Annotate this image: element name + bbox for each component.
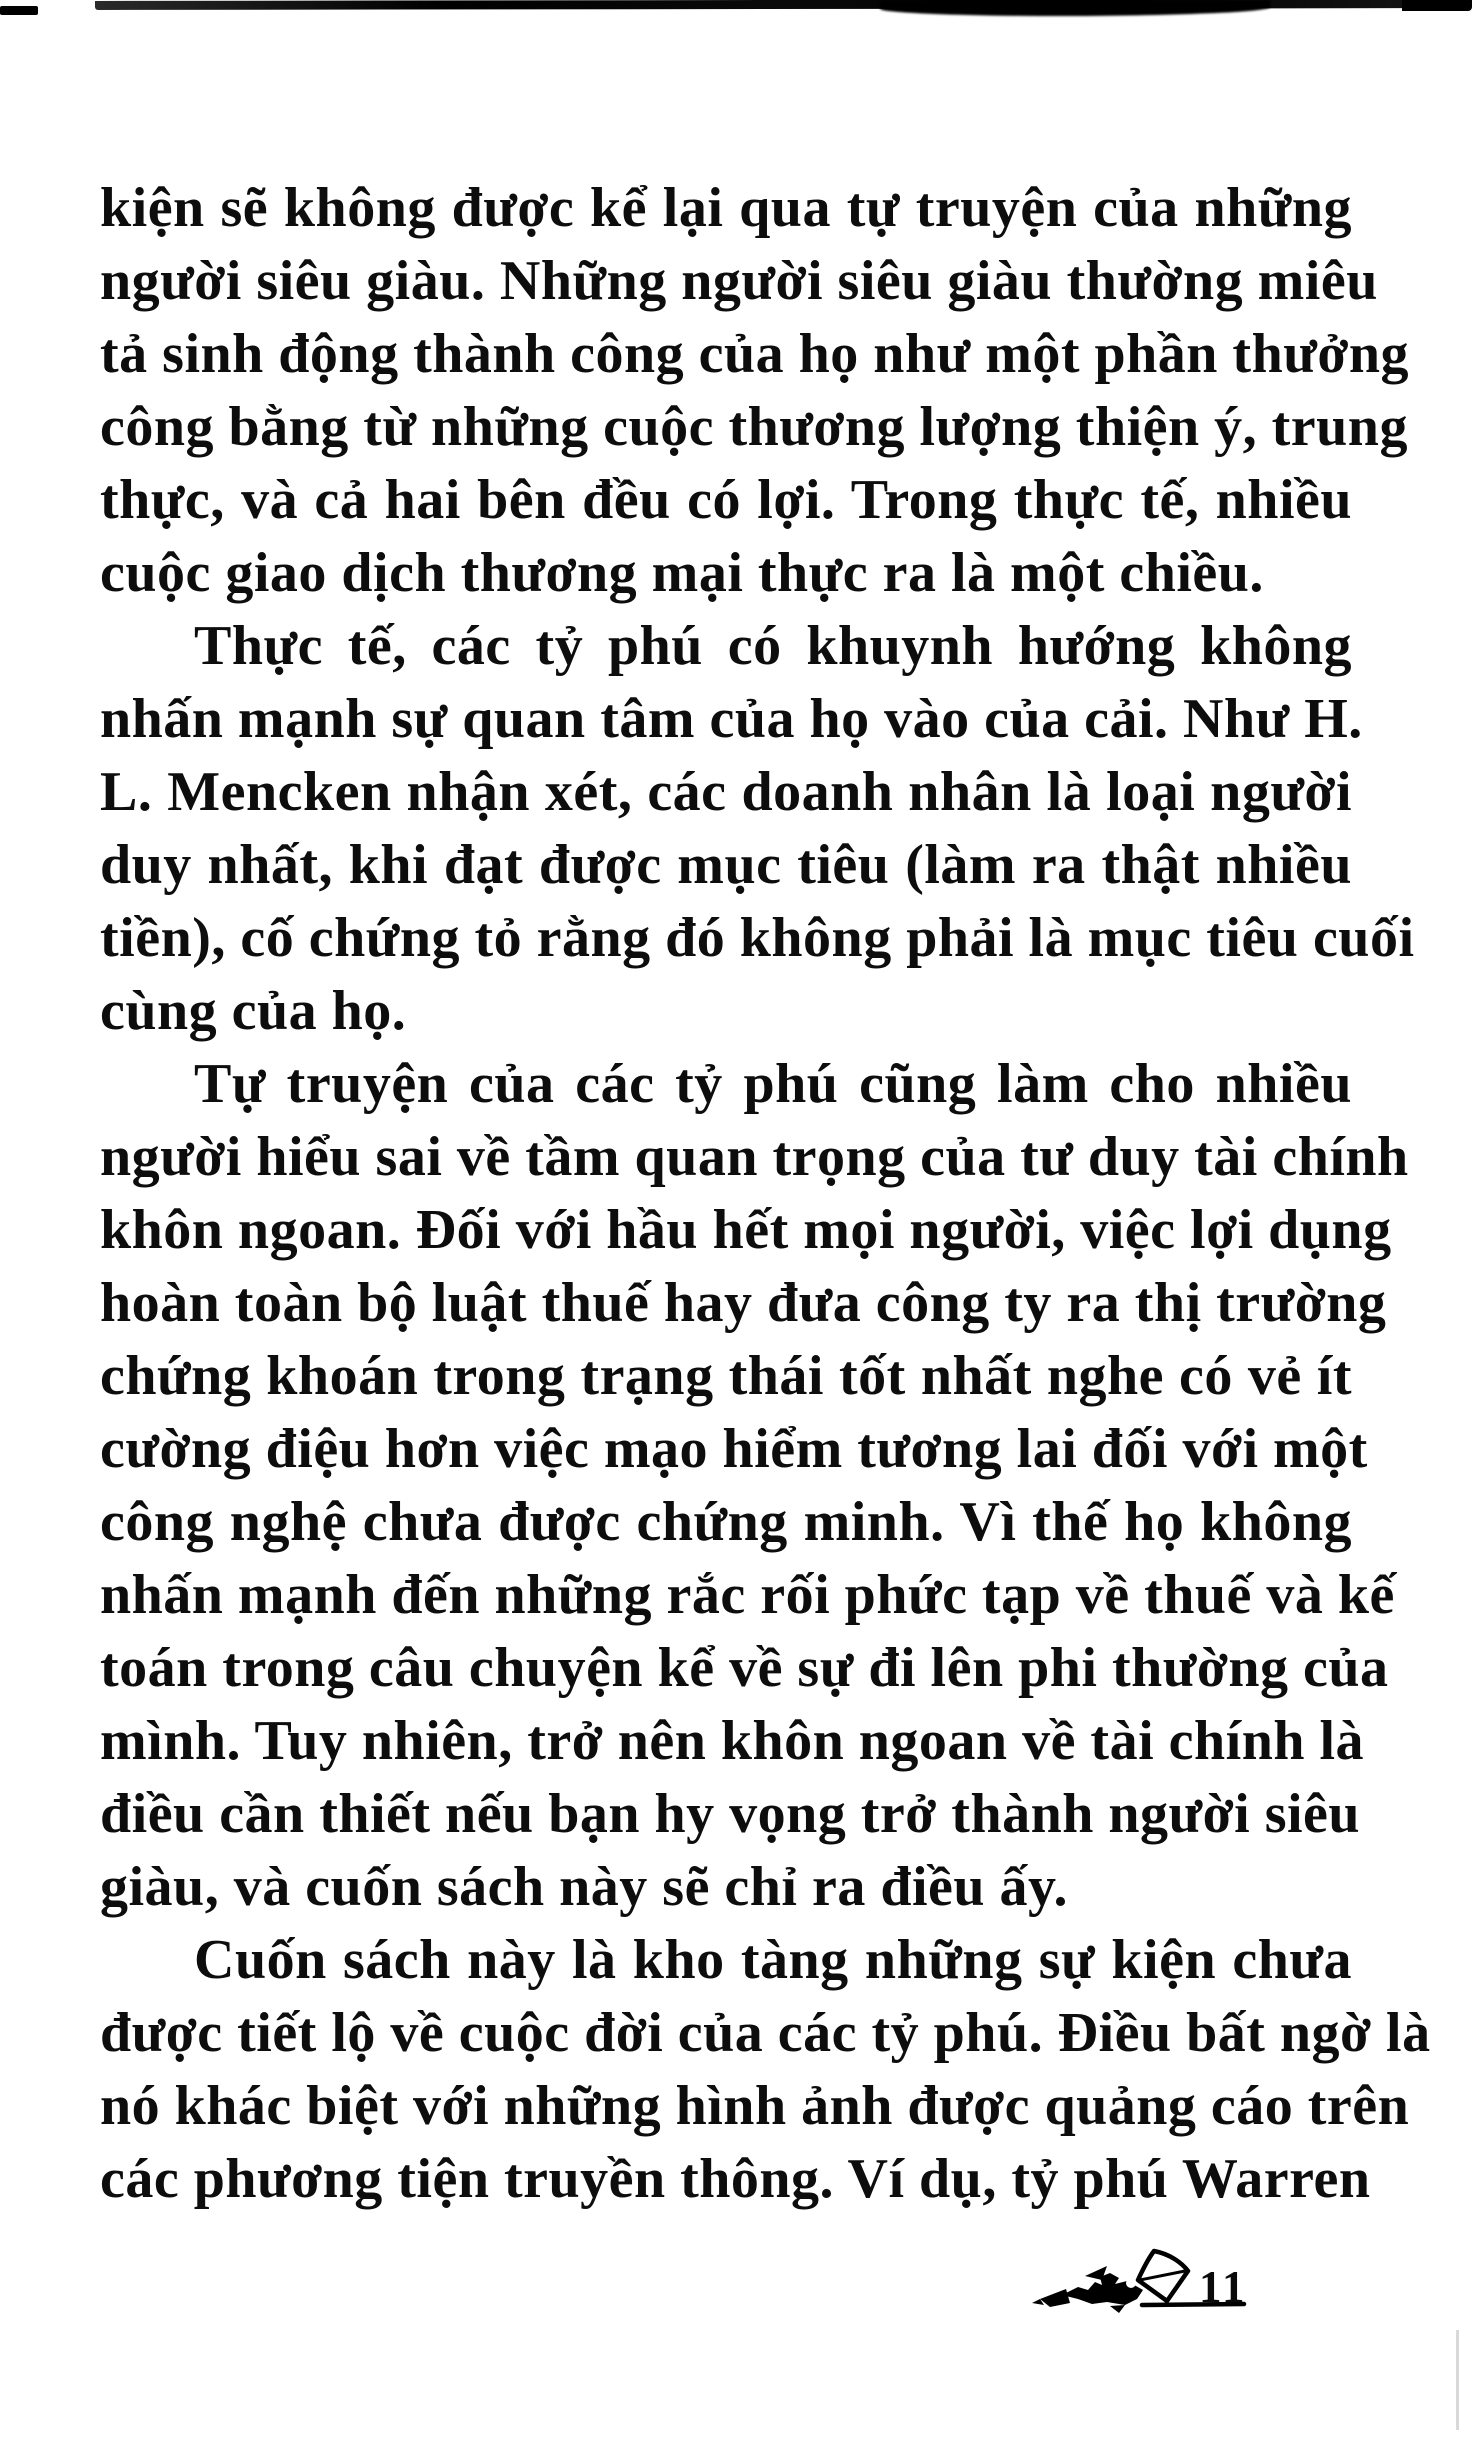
- text-line: công nghệ chưa được chứng minh. Vì thế họ không: [100, 1491, 1352, 1553]
- boat-sketch-icon: [1030, 2225, 1290, 2345]
- scan-artifact-right: [1402, 0, 1472, 11]
- text-line: nó khác biệt với những hình ảnh được quảng cáo trên: [100, 2075, 1410, 2137]
- text-line: cuộc giao dịch thương mại thực ra là một chiều.: [100, 542, 1264, 604]
- text-line: duy nhất, khi đạt được mục tiêu (làm ra thật nhiều: [100, 834, 1352, 896]
- text-line: khôn ngoan. Đối với hầu hết mọi người, việc lợi dụng: [100, 1199, 1392, 1261]
- text-line: Thực tế, các tỷ phú có khuynh hướng không: [194, 615, 1352, 677]
- text-line: mình. Tuy nhiên, trở nên khôn ngoan về tài chính là: [100, 1710, 1365, 1772]
- page-number: 11: [1199, 2262, 1248, 2312]
- text-line: nhấn mạnh sự quan tâm của họ vào của cải. Như H.: [100, 688, 1363, 750]
- text-line: kiện sẽ không được kể lại qua tự truyện của những: [100, 177, 1352, 239]
- text-line: toán trong câu chuyện kể về sự đi lên phi thường của: [100, 1637, 1389, 1699]
- text-line: người hiểu sai về tầm quan trọng của tư duy tài chính: [100, 1126, 1409, 1188]
- text-line: tiền), cố chứng tỏ rằng đó không phải là mục tiêu cuối: [100, 907, 1415, 969]
- text-line: công bằng từ những cuộc thương lượng thiện ý, trung: [100, 396, 1408, 458]
- scan-streak-artifact: [1456, 2330, 1459, 2430]
- text-line: điều cần thiết nếu bạn hy vọng trở thành người siêu: [100, 1783, 1361, 1845]
- text-line: L. Mencken nhận xét, các doanh nhân là loại người: [100, 761, 1352, 823]
- page-text: [100, 172, 1431, 2216]
- text-line: Tự truyện của các tỷ phú cũng làm cho nhiều: [194, 1053, 1352, 1115]
- text-line: cùng của họ.: [100, 980, 407, 1042]
- text-line: hoàn toàn bộ luật thuế hay đưa công ty ra thị trường: [100, 1272, 1387, 1334]
- scan-artifact-left-mark: [0, 6, 38, 15]
- text-line: nhấn mạnh đến những rắc rối phức tạp về thuế và kế: [100, 1564, 1395, 1626]
- text-line: tả sinh động thành công của họ như một phần thưởng: [100, 323, 1409, 385]
- scan-artifact-blob: [880, 0, 1270, 16]
- text-line: thực, và cả hai bên đều có lợi. Trong thực tế, nhiều: [100, 469, 1352, 531]
- text-line: được tiết lộ về cuộc đời của các tỷ phú. Điều bất ngờ là: [100, 2002, 1431, 2064]
- page-footer: [1030, 2225, 1290, 2345]
- text-line: chứng khoán trong trạng thái tốt nhất nghe có vẻ ít: [100, 1345, 1352, 1407]
- text-line: các phương tiện truyền thông. Ví dụ, tỷ phú Warren: [100, 2148, 1371, 2210]
- text-line: giàu, và cuốn sách này sẽ chỉ ra điều ấy.: [100, 1856, 1068, 1918]
- text-line: cường điệu hơn việc mạo hiểm tương lai đối với một: [100, 1418, 1368, 1480]
- text-line: người siêu giàu. Những người siêu giàu thường miêu: [100, 250, 1378, 312]
- text-line: Cuốn sách này là kho tàng những sự kiện chưa: [194, 1929, 1352, 1991]
